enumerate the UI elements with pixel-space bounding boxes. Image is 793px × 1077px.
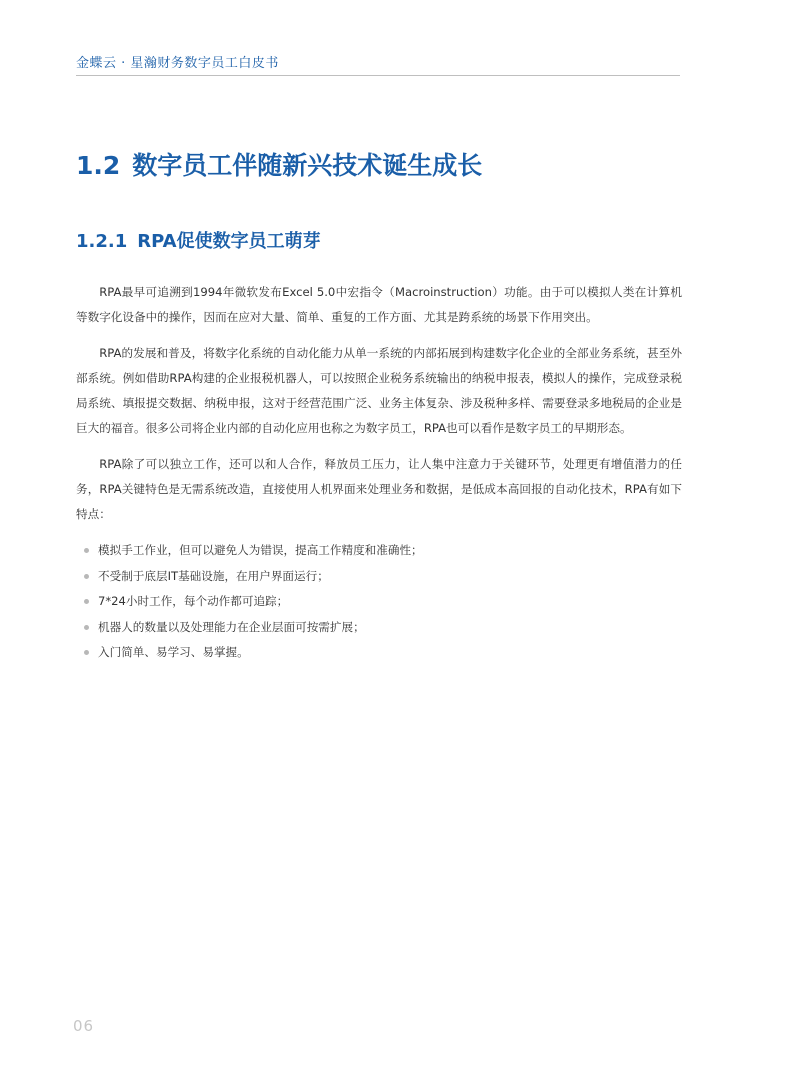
subsection-number: 1.2.1 (76, 231, 128, 252)
paragraph-2: RPA的发展和普及，将数字化系统的自动化能力从单一系统的内部拓展到构建数字化企业的全部业务系统，甚至外部系统。例如借助RPA构建的企业报税机器人，可以按照企业税务系统输出的纳税申报表，模拟人的操作，完成登录税局系统、填报提交数据、纳税申报，这对于经营范围广泛、业务主体复杂、涉及税种多样、需要登录多地税局的企业是巨大的福音。很多公司将企业内部的自动化应用也称之为数字员工，RPA也可以看作是数字员工的早期形态。 (76, 346, 682, 435)
list-item (76, 640, 682, 666)
list-item (76, 538, 682, 564)
body-content (76, 280, 682, 666)
bullet-dot-icon (84, 625, 89, 630)
paragraph-3: RPA除了可以独立工作，还可以和人合作，释放员工压力，让人集中注意力于关键环节，处理更有增值潜力的任务，RPA关键特色是无需系统改造，直接使用人机界面来处理业务和数据，是低成本高回报的自动化技术，RPA有如下特点： (76, 457, 682, 521)
section-number: 1.2 (76, 151, 121, 180)
header-divider (76, 75, 680, 76)
list-item-text: 入门简单、易学习、易掌握。 (98, 645, 249, 659)
list-item (76, 564, 682, 590)
page-number: 06 (73, 1017, 95, 1035)
feature-list (76, 538, 682, 666)
list-item (76, 615, 682, 641)
list-item-text: 7*24小时工作，每个动作都可追踪； (98, 594, 289, 608)
running-header: 金蝶云 · 星瀚财务数字员工白皮书 (76, 56, 279, 71)
list-item-text: 模拟手工作业，但可以避免人为错误，提高工作精度和准确性； (98, 543, 423, 557)
list-item-text: 不受制于底层IT基础设施，在用户界面运行； (98, 568, 329, 583)
bullet-dot-icon (84, 574, 89, 579)
list-item-text: 机器人的数量以及处理能力在企业层面可按需扩展； (98, 619, 365, 634)
subsection-heading (76, 227, 321, 253)
subsection-title-text: RPA促使数字员工萌芽 (137, 231, 321, 252)
section-heading (76, 146, 482, 182)
section-title-text: 数字员工伴随新兴技术诞生成长 (132, 151, 483, 180)
paragraph-1: RPA最早可追溯到1994年微软发布Excel 5.0中宏指令（Macroinstruction）功能。由于可以模拟人类在计算机等数字化设备中的操作，因而在应对大量、简单、重复的工作方面、尤其是跨系统的场景下作用突出。 (76, 285, 682, 324)
bullet-dot-icon (84, 599, 89, 604)
bullet-dot-icon (84, 548, 89, 553)
bullet-dot-icon (84, 650, 89, 655)
list-item (76, 589, 682, 615)
